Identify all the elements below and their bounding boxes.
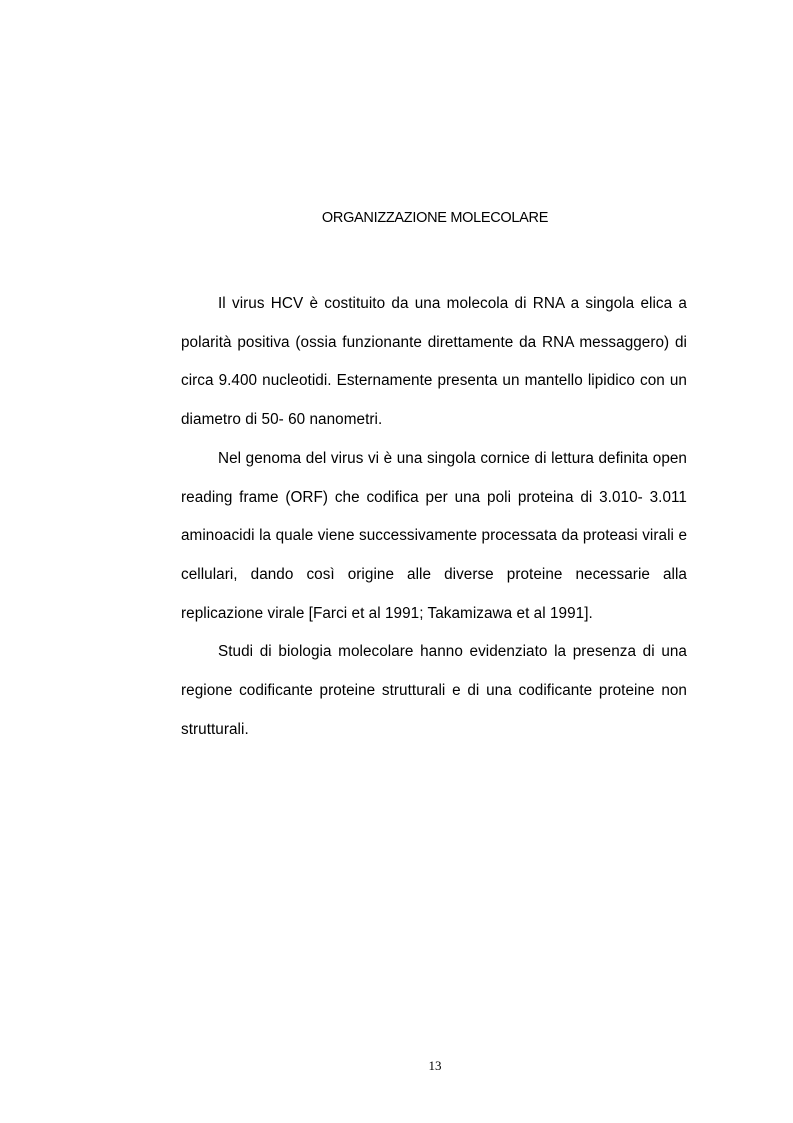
paragraph-genome-orf: Nel genoma del virus vi è una singola cornice di lettura definita open reading frame (ORF) che codifica per una poli proteina di 3.010- 3.011 aminoacidi la quale viene successivamente processata da proteasi virali e cellulari, dando così origine alle diverse proteine necessarie alla replicazione virale [Farci et al 1991; Takamizawa et al 1991]. xyxy=(181,449,687,622)
page-number: 13 xyxy=(428,1058,442,1073)
body-text xyxy=(181,285,687,749)
section-title: ORGANIZZAZIONE MOLECOLARE xyxy=(321,210,549,226)
paragraph-molecular-studies: Studi di biologia molecolare hanno evidenziato la presenza di una regione codificante proteine strutturali e di una codificante proteine non strutturali. xyxy=(181,643,687,738)
paragraph-hcv-structure: Il virus HCV è costituito da una molecola di RNA a singola elica a polarità positiva (ossia funzionante direttamente da RNA messaggero) di circa 9.400 nucleotidi. Esternamente presenta un mantello lipidico con un diametro di 50- 60 nanometri. xyxy=(181,295,687,429)
